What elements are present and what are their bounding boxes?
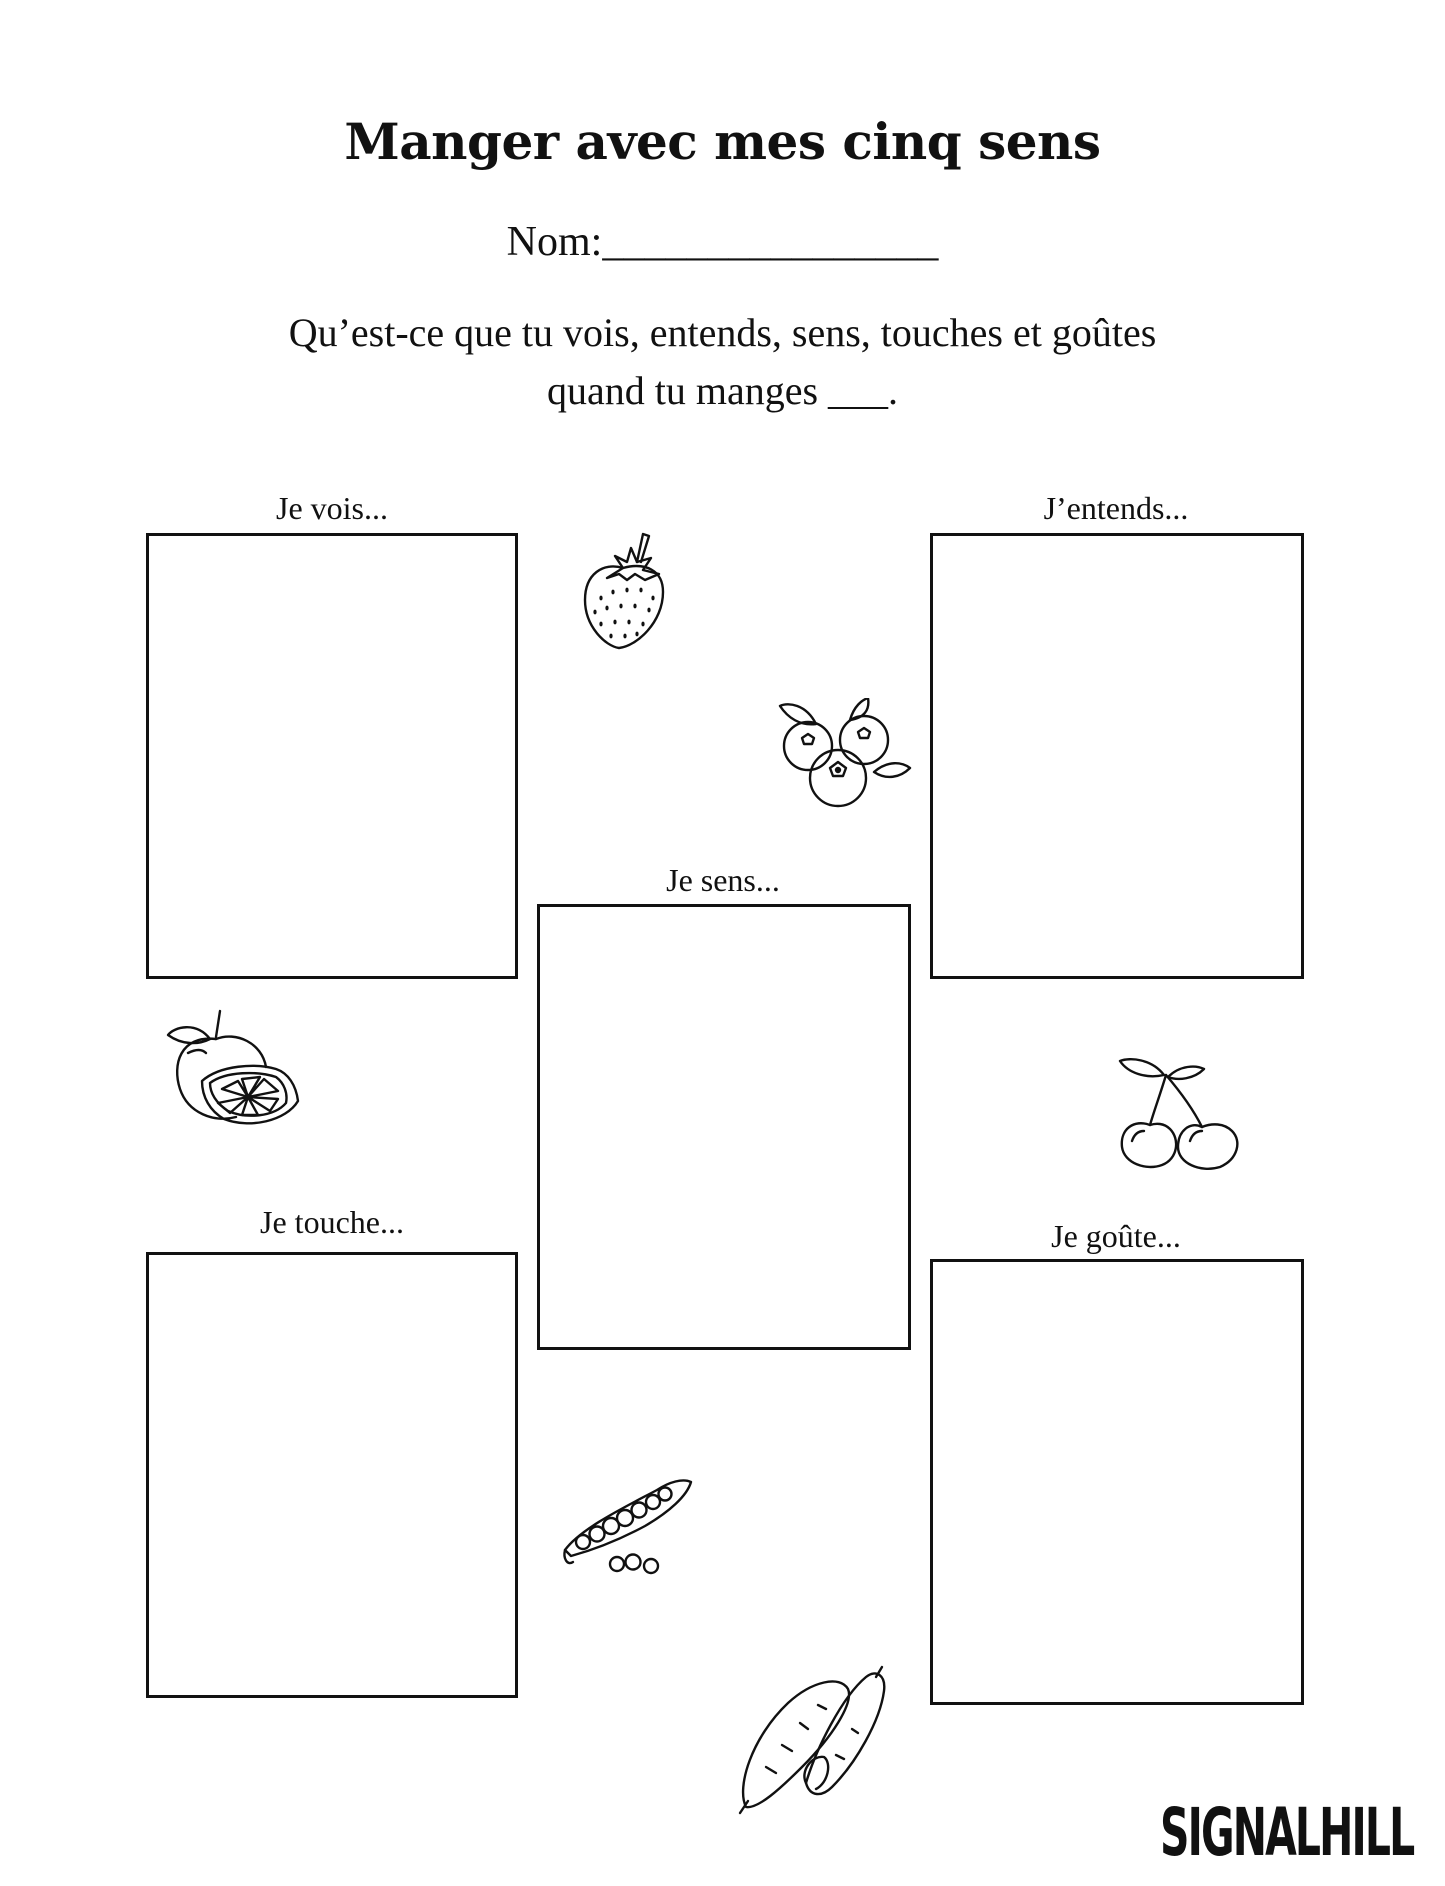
strawberry-icon bbox=[575, 528, 675, 654]
label-hear: J’entends... bbox=[1043, 490, 1189, 526]
box-hear[interactable] bbox=[930, 533, 1304, 979]
label-smell: Je sens... bbox=[666, 862, 780, 898]
name-line[interactable]: Nom:________________ bbox=[506, 219, 939, 265]
question-line-2: quand tu manges ___. bbox=[546, 368, 899, 413]
signalhill-logo: SIGNALHILL bbox=[1160, 1794, 1414, 1871]
worksheet-title: Manger avec mes cinq sens bbox=[344, 112, 1101, 171]
label-see: Je vois... bbox=[276, 490, 388, 526]
box-smell[interactable] bbox=[537, 904, 911, 1350]
box-taste[interactable] bbox=[930, 1259, 1304, 1705]
blueberries-icon bbox=[776, 698, 912, 808]
label-taste: Je goûte... bbox=[1051, 1218, 1181, 1254]
question-line-1: Qu’est-ce que tu vois, entends, sens, touches et goûtes bbox=[288, 310, 1157, 355]
question-prompt bbox=[0, 304, 1445, 420]
pea-pod-icon bbox=[561, 1472, 693, 1580]
label-touch: Je touche... bbox=[260, 1204, 404, 1240]
box-touch[interactable] bbox=[146, 1252, 518, 1698]
box-see[interactable] bbox=[146, 533, 518, 979]
sweet-potato-icon bbox=[736, 1637, 888, 1815]
orange-icon bbox=[166, 1009, 306, 1133]
cherries-icon bbox=[1116, 1055, 1246, 1173]
